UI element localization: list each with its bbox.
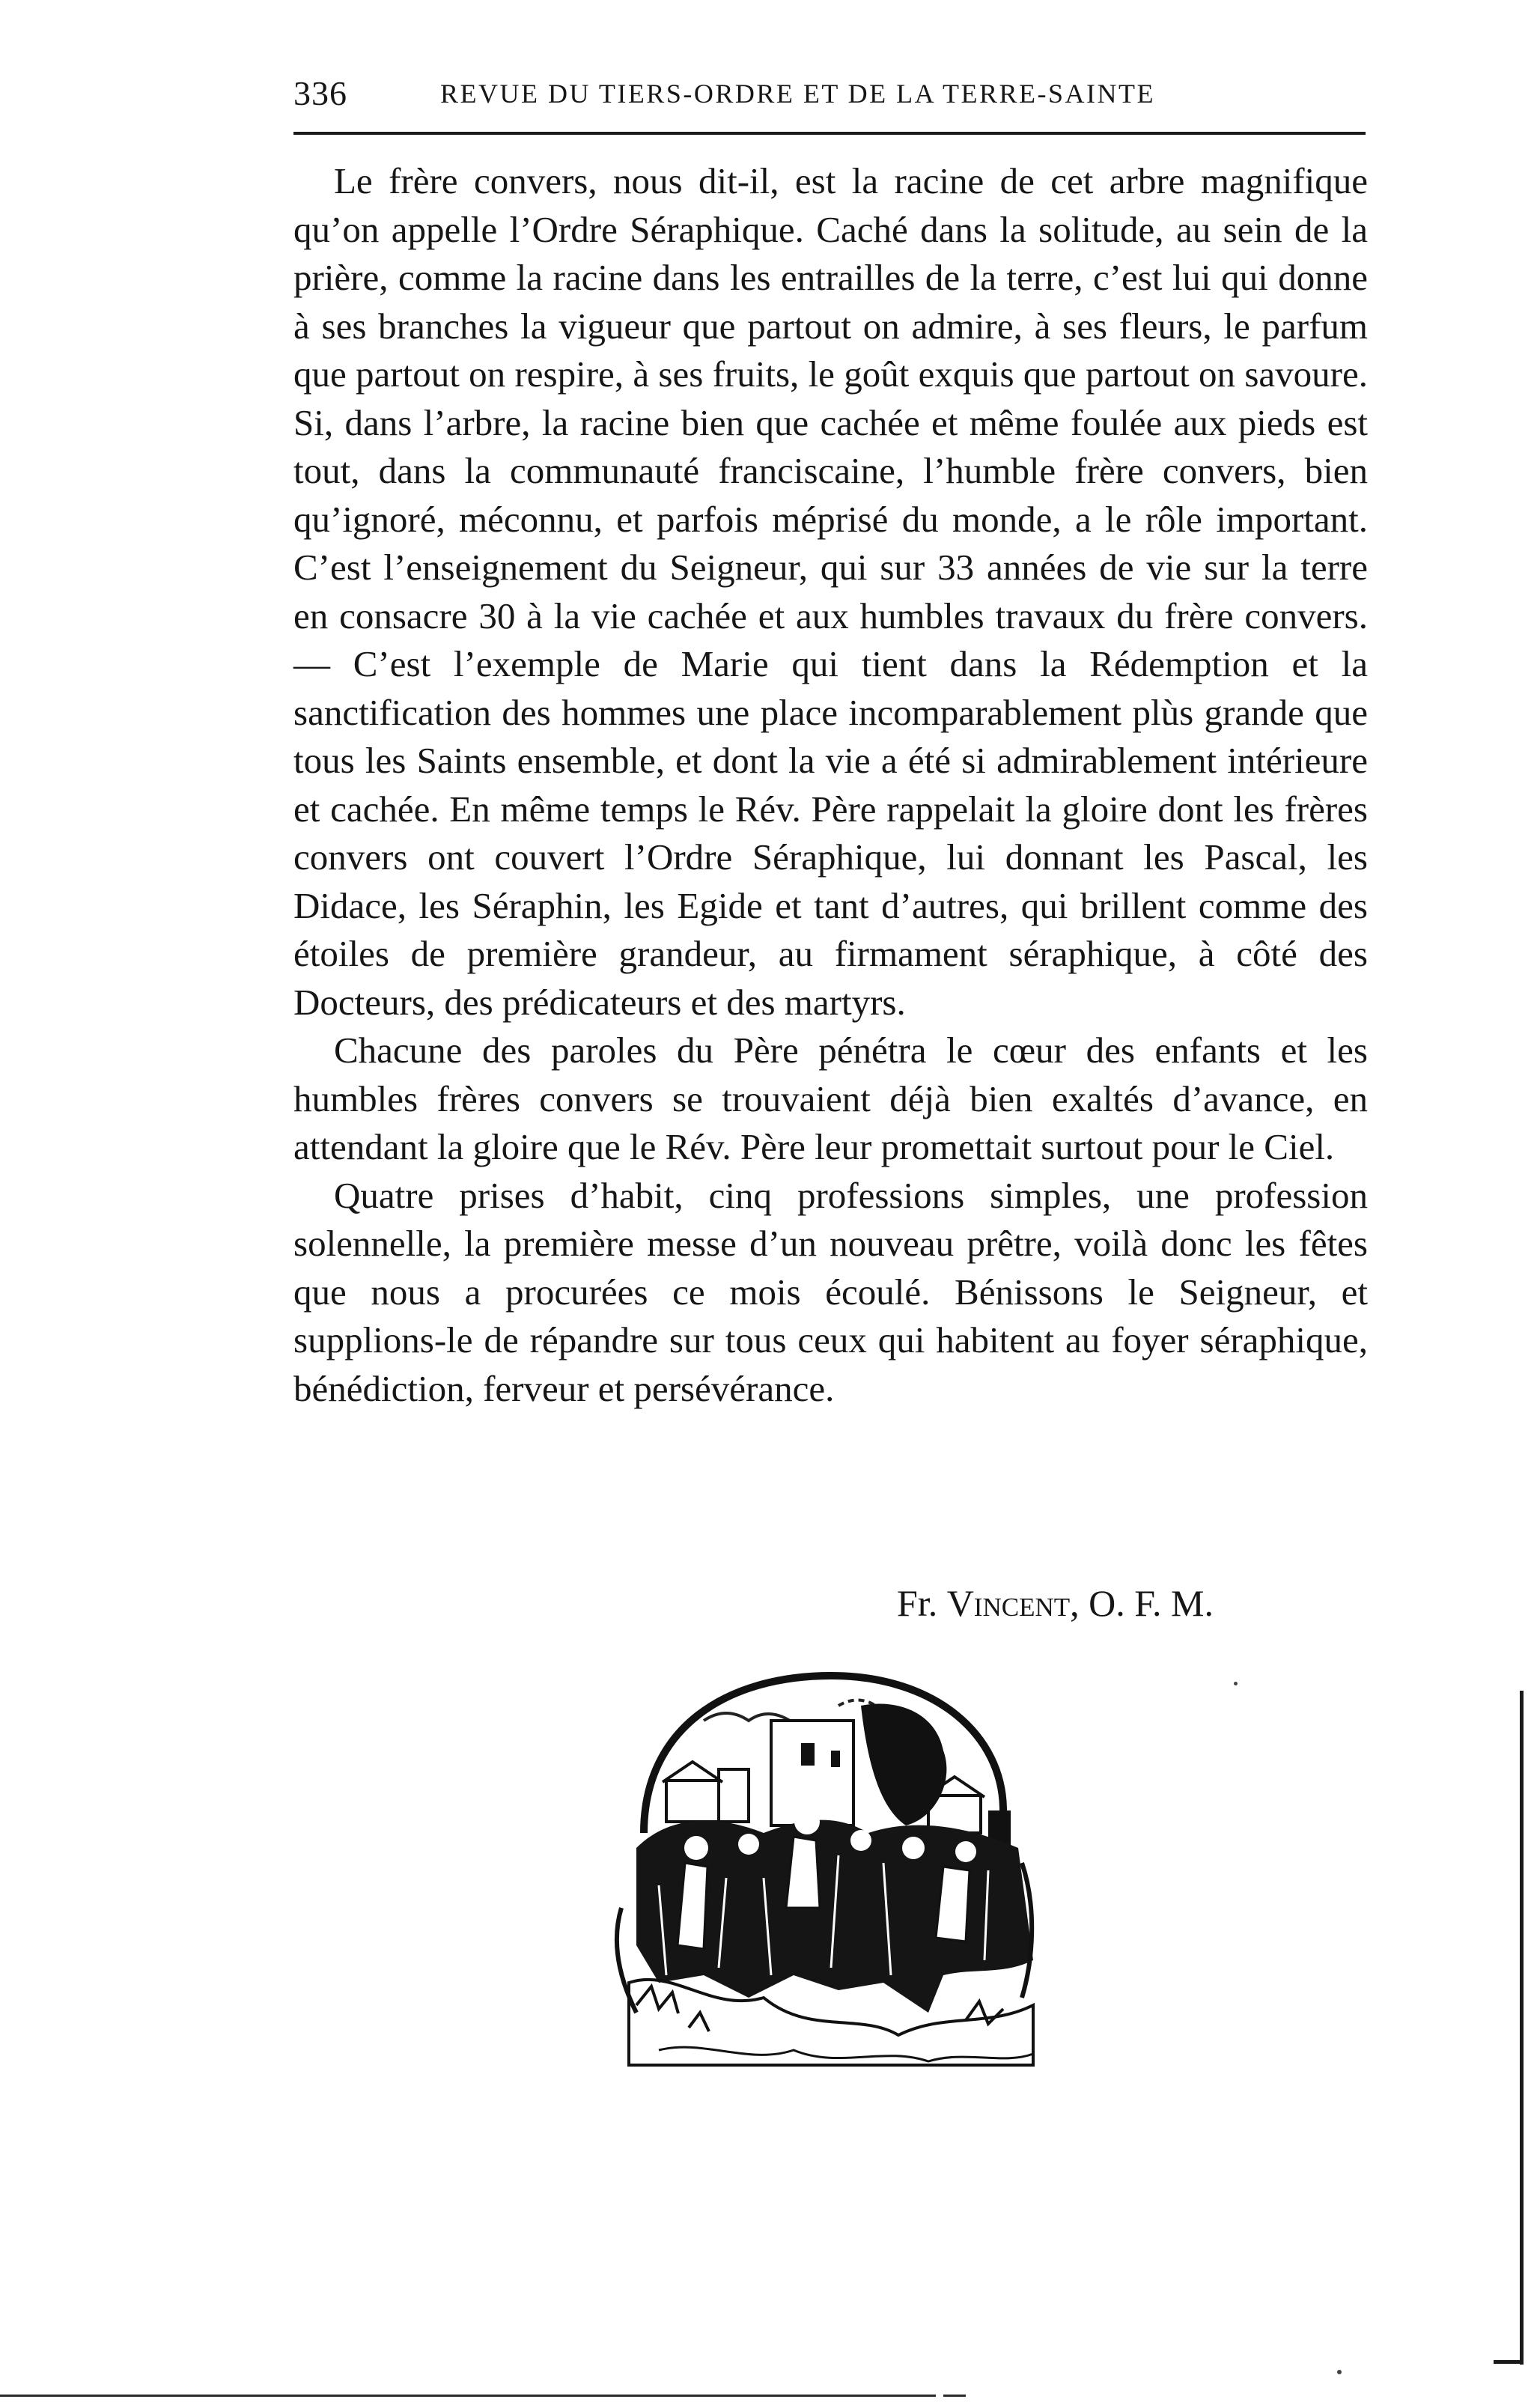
header-rule bbox=[293, 132, 1366, 135]
scan-speck bbox=[1234, 1682, 1238, 1685]
running-title: REVUE DU TIERS-ORDRE ET DE LA TERRE-SAINTE bbox=[440, 79, 1155, 109]
paragraph-2: Chacune des paroles du Père pénétra le cœur des enfants et les humbles frères convers se trouvaient déjà bien exaltés d’avance, en attendant la gloire que le Rév. Père leur promettait surtout pour le Ciel. bbox=[293, 1030, 1368, 1167]
engraving-vignette-icon bbox=[614, 1661, 1048, 2088]
page-number: 336 bbox=[293, 74, 347, 112]
scan-edge-foot bbox=[1494, 2360, 1524, 2364]
signature-prefix: Fr. bbox=[897, 1582, 938, 1624]
paragraph-1: Le frère convers, nous dit-il, est la racine de cet arbre magnifique qu’on appelle l’Ordre Séraphique. Caché dans la solitude, au sein de la prière, comme la racine dans les entrailles de la terre, c’est lui qui donne à ses branches la vigueur que partout on admire, à ses fleurs, le parfum que partout on respire, à ses fruits, le goût exquis que partout on savoure. Si, dans l’arbre, la racine bien que cachée et même foulée aux pieds est tout, dans la communauté franciscaine, l’humble frère convers, bien qu’ignoré, méconnu, et parfois méprisé du monde, a le rôle important. C’est l’enseignement du Seigneur, qui sur 33 années de vie sur la terre en consacre 30 à la vie cachée et aux humbles travaux du frère convers. — C’est l’exemple de Marie qui tient dans la Rédemption et la sanctification des hommes une place incomparablement plùs grande que tous les Saints ensemble, et dont la vie a été si admirablement intérieure et cachée. En même temps le Rév. Père rappelait la gloire dont les frères convers ont couvert l’Ordre Séraphique, lui donnant les Pascal, les Didace, les Séraphin, les Egide et tant d’autres, qui brillent comme des étoiles de première grandeur, au firmament séraphique, à côté des Docteurs, des prédicateurs et des martyrs. bbox=[293, 160, 1368, 1023]
scan-edge-line bbox=[1520, 1691, 1524, 2365]
page-header bbox=[293, 73, 1366, 118]
paragraph-3: Quatre prises d’habit, cinq professions simples, une profession solennelle, la première messe d’un nouveau prêtre, voilà donc les fêtes que nous a procurées ce mois écoulé. Bénissons le Seigneur, et supplions-le de répandre sur tous ceux qui habitent au foyer séraphique, bénédiction, ferveur et persévérance. bbox=[293, 1174, 1368, 1409]
article-body bbox=[293, 157, 1368, 1413]
signature-name: Vincent bbox=[946, 1582, 1071, 1624]
scan-bottom-line bbox=[0, 2395, 936, 2397]
scan-speck bbox=[1337, 2370, 1342, 2374]
scan-bottom-dash bbox=[943, 2395, 966, 2397]
signature-suffix: , O. F. M. bbox=[1070, 1582, 1214, 1624]
author-signature bbox=[897, 1581, 1214, 1625]
